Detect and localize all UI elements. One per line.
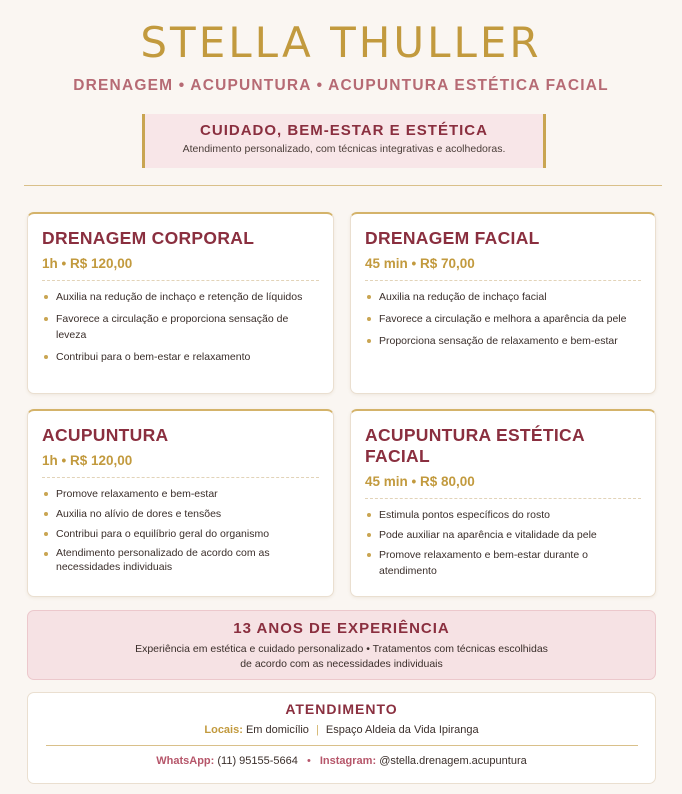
service-card-acupuntura-estetica-facial [350, 409, 656, 597]
service-card-drenagem-corporal [27, 212, 334, 394]
service-card-acupuntura [27, 409, 334, 597]
locations-label: Locais: [204, 724, 243, 736]
services-line: DRENAGEM • ACUPUNTURA • ACUPUNTURA ESTÉTICA FACIAL [73, 77, 609, 94]
benefit-list [42, 289, 319, 365]
header-divider [24, 185, 662, 186]
service-price: 1h • R$ 120,00 [42, 453, 133, 468]
service-price: 1h • R$ 120,00 [42, 256, 133, 271]
benefit-item: Estimula pontos específicos do rosto [365, 507, 641, 523]
tagline-title: CUIDADO, BEM-ESTAR E ESTÉTICA [200, 122, 488, 139]
service-title: ACUPUNTURA [42, 425, 169, 445]
experience-title: 13 ANOS DE EXPERIÊNCIA [233, 620, 450, 637]
brand-name: STELLA THULLER [140, 18, 542, 67]
benefit-list [365, 289, 641, 349]
benefit-item: Proporciona sensação de relaxamento e bem-estar [365, 333, 641, 349]
contact-box [27, 692, 656, 784]
instagram-handle[interactable]: @stella.drenagem.acupuntura [379, 755, 527, 767]
benefit-item: Auxilia na redução de inchaço e retenção de líquidos [42, 289, 319, 305]
benefit-item: Contribui para o equilíbrio geral do organismo [42, 526, 319, 542]
instagram-label: Instagram: [319, 755, 377, 767]
benefit-list [42, 486, 319, 574]
benefit-item: Pode auxiliar na aparência e vitalidade da pele [365, 527, 641, 543]
card-divider [365, 280, 641, 281]
experience-line-1: Experiência em estética e cuidado personalizado • Tratamentos com técnicas escolhidas [135, 643, 548, 655]
whatsapp-number[interactable]: (11) 95155-5664 [217, 755, 298, 767]
card-divider [42, 280, 319, 281]
contact-channels [28, 755, 655, 767]
experience-line-2: de acordo com as necessidades individuais [240, 658, 443, 670]
experience-text [28, 642, 655, 672]
benefit-item: Promove relaxamento e bem-estar [42, 486, 319, 502]
service-title: DRENAGEM FACIAL [365, 228, 540, 248]
location-separator: | [315, 724, 319, 736]
locations-line [28, 724, 655, 736]
location-studio: Espaço Aldeia da Vida Ipiranga [325, 724, 479, 736]
experience-box [27, 610, 656, 680]
benefit-item: Promove relaxamento e bem-estar durante o atendimento [365, 547, 641, 579]
whatsapp-label: WhatsApp: [156, 755, 215, 767]
service-price: 45 min • R$ 70,00 [365, 256, 475, 271]
benefit-item: Favorece a circulação e melhora a aparência da pele [365, 311, 641, 327]
location-home: Em domicílio [245, 724, 309, 736]
benefit-item: Auxilia no alívio de dores e tensões [42, 506, 319, 522]
benefit-item: Auxilia na redução de inchaço facial [365, 289, 641, 305]
service-title: ACUPUNTURA ESTÉTICA FACIAL [365, 425, 585, 466]
card-divider [365, 498, 641, 499]
benefit-item: Contribui para o bem-estar e relaxamento [42, 349, 319, 365]
benefit-item: Atendimento personalizado de acordo com as necessidades individuais [42, 546, 319, 574]
benefit-item: Favorece a circulação e proporciona sensação de leveza [42, 311, 319, 343]
contact-divider [46, 745, 638, 746]
tagline-box [142, 114, 546, 168]
benefit-list [365, 507, 641, 579]
service-title: DRENAGEM CORPORAL [42, 228, 255, 248]
bullet-separator: • [306, 755, 311, 767]
tagline-text: Atendimento personalizado, com técnicas integrativas e acolhedoras. [182, 143, 506, 155]
service-price: 45 min • R$ 80,00 [365, 474, 475, 489]
card-divider [42, 477, 319, 478]
service-card-drenagem-facial [350, 212, 656, 394]
contact-title: ATENDIMENTO [285, 701, 398, 717]
